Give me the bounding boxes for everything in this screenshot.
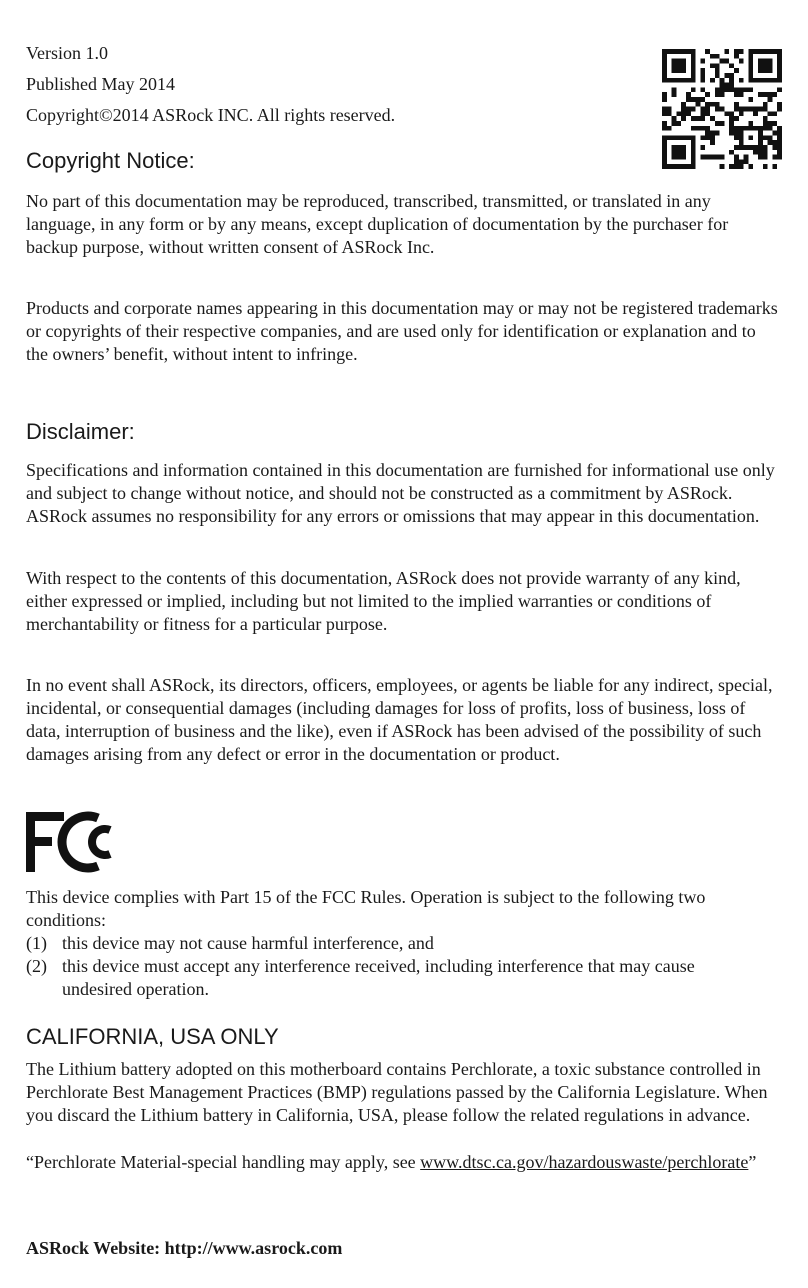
qr-module — [715, 131, 720, 136]
list-item — [26, 932, 782, 955]
qr-module — [720, 78, 725, 83]
qr-module — [739, 49, 744, 54]
qr-module — [715, 63, 720, 68]
qr-module — [739, 92, 744, 97]
perchlorate-quote-prefix: “Perchlorate Material-special handling may apply, see — [26, 1152, 421, 1172]
fcc-logo-icon — [26, 810, 116, 874]
qr-module — [720, 83, 725, 88]
qr-module — [672, 92, 677, 97]
qr-module — [700, 59, 705, 64]
qr-module — [681, 111, 686, 116]
qr-module — [681, 107, 686, 112]
qr-module — [700, 97, 705, 102]
qr-module — [696, 102, 701, 107]
qr-module — [763, 92, 768, 97]
qr-module — [739, 87, 744, 92]
asrock-website: ASRock Website: http://www.asrock.com — [26, 1238, 343, 1258]
qr-module — [753, 107, 758, 112]
qr-module — [758, 107, 763, 112]
qr-module — [739, 107, 744, 112]
qr-module — [729, 63, 734, 68]
qr-module — [729, 121, 734, 126]
qr-module — [720, 87, 725, 92]
copyright-notice-para-2: Products and corporate names appearing in this documentation may or may not be registered trademarks or copyrights of their respective companies, and are used only for identification or explanation and to the owners’ benefit, without intent to infringe. — [26, 298, 778, 364]
qr-module — [744, 107, 749, 112]
qr-module — [696, 116, 701, 121]
qr-module — [729, 111, 734, 116]
qr-module — [758, 92, 763, 97]
copyright-notice-heading: Copyright Notice: — [26, 148, 195, 173]
qr-module — [667, 126, 672, 131]
qr-module — [763, 126, 768, 131]
qr-module — [768, 121, 773, 126]
qr-module — [734, 131, 739, 136]
qr-module — [710, 135, 715, 140]
qr-module — [700, 135, 705, 140]
qr-module — [777, 107, 782, 112]
qr-module — [696, 126, 701, 131]
qr-module — [696, 97, 701, 102]
qr-module — [734, 107, 739, 112]
perchlorate-link[interactable]: www.dtsc.ca.gov/hazardouswaste/perchlorate — [420, 1152, 749, 1172]
qr-module — [662, 107, 667, 112]
list-number: (2) — [26, 956, 47, 976]
qr-module — [720, 121, 725, 126]
qr-module — [662, 92, 667, 97]
qr-module — [729, 116, 734, 121]
qr-module — [700, 126, 705, 131]
qr-module — [729, 131, 734, 136]
qr-module — [734, 49, 739, 54]
qr-module — [672, 116, 677, 121]
disclaimer-para-2: With respect to the contents of this documentation, ASRock does not provide warranty of any kind, either expressed or implied, including but not limited to the implied warranties or conditions of merchantability or fitness for a particular purpose. — [26, 568, 741, 634]
qr-module — [734, 126, 739, 131]
qr-module — [729, 78, 734, 83]
list-item — [26, 955, 782, 1001]
qr-module — [672, 121, 677, 126]
qr-module — [715, 107, 720, 112]
qr-module — [662, 121, 667, 126]
qr-module — [768, 135, 773, 140]
qr-module — [705, 102, 710, 107]
qr-module — [777, 140, 782, 145]
qr-module — [686, 97, 691, 102]
qr-module — [700, 116, 705, 121]
qr-module — [772, 131, 777, 136]
qr-module — [710, 116, 715, 121]
qr-module — [748, 97, 753, 102]
qr-module — [710, 102, 715, 107]
qr-module — [724, 87, 729, 92]
qr-module — [720, 107, 725, 112]
qr-module — [681, 116, 686, 121]
qr-module — [734, 116, 739, 121]
qr-module — [676, 111, 681, 116]
qr-module — [691, 126, 696, 131]
qr-module — [768, 140, 773, 145]
qr-module — [662, 97, 667, 102]
qr-module — [715, 73, 720, 78]
qr-module — [700, 107, 705, 112]
qr-module — [715, 102, 720, 107]
qr-module — [763, 121, 768, 126]
qr-module — [734, 68, 739, 73]
qr-module — [744, 87, 749, 92]
qr-module — [763, 102, 768, 107]
qr-module — [729, 87, 734, 92]
qr-module — [715, 87, 720, 92]
qr-module — [724, 83, 729, 88]
qr-module — [768, 97, 773, 102]
qr-module — [777, 131, 782, 136]
qr-module — [724, 59, 729, 64]
qr-module — [724, 49, 729, 54]
list-text: this device may not cause harmful interference, and — [62, 933, 434, 953]
copyright-notice-para-1: No part of this documentation may be reproduced, transcribed, transmitted, or translated in any language, in any form or by any means, except duplication of documentation by the purchaser for backup purpose, without written consent of ASRock Inc. — [26, 191, 729, 257]
qr-module — [772, 92, 777, 97]
qr-module — [772, 140, 777, 145]
qr-module — [724, 73, 729, 78]
california-heading: CALIFORNIA, USA ONLY — [26, 1024, 279, 1049]
qr-module — [720, 59, 725, 64]
qr-module — [748, 87, 753, 92]
qr-module — [734, 102, 739, 107]
qr-module — [705, 92, 710, 97]
qr-module — [715, 68, 720, 73]
qr-module — [748, 107, 753, 112]
list-text: this device must accept any interference received, including interference that may cause undesired operation. — [62, 956, 695, 999]
qr-module — [667, 107, 672, 112]
qr-module — [768, 111, 773, 116]
qr-module — [691, 97, 696, 102]
qr-module — [739, 78, 744, 83]
qr-module — [734, 54, 739, 59]
perchlorate-note — [26, 1151, 782, 1174]
qr-module — [720, 92, 725, 97]
qr-module — [777, 102, 782, 107]
qr-module — [734, 92, 739, 97]
qr-module — [691, 87, 696, 92]
qr-module — [772, 111, 777, 116]
qr-module — [705, 111, 710, 116]
qr-module — [724, 111, 729, 116]
qr-module — [700, 73, 705, 78]
qr-module — [768, 92, 773, 97]
qr-module — [681, 102, 686, 107]
qr-module — [705, 135, 710, 140]
qr-module — [705, 131, 710, 136]
qr-module — [700, 87, 705, 92]
qr-module — [686, 107, 691, 112]
qr-module — [739, 111, 744, 116]
qr-module — [686, 92, 691, 97]
qr-module — [686, 111, 691, 116]
qr-module — [710, 54, 715, 59]
qr-module — [710, 63, 715, 68]
qr-module — [763, 135, 768, 140]
qr-module — [700, 78, 705, 83]
copyright-text: Copyright©2014 ASRock INC. All rights reserved. — [26, 105, 396, 125]
qr-module — [691, 107, 696, 112]
qr-module — [662, 111, 667, 116]
qr-module — [729, 83, 734, 88]
qr-module — [772, 121, 777, 126]
published-text: Published May 2014 — [26, 74, 176, 94]
qr-module — [729, 126, 734, 131]
qr-module — [676, 121, 681, 126]
qr-module — [748, 121, 753, 126]
qr-module — [763, 107, 768, 112]
fcc-conditions-list — [26, 932, 782, 1001]
qr-module — [705, 126, 710, 131]
california-para: The Lithium battery adopted on this motherboard contains Perchlorate, a toxic substance controlled in Perchlorate Best Management Practices (BMP) regulations passed by the California Legislature. When you discard the Lithium battery in California, USA, please follow the related regulations in advance. — [26, 1059, 768, 1125]
qr-module — [715, 54, 720, 59]
qr-module — [734, 135, 739, 140]
qr-module — [672, 87, 677, 92]
qr-module — [710, 131, 715, 136]
qr-module — [777, 87, 782, 92]
qr-module — [777, 135, 782, 140]
qr-module — [662, 126, 667, 131]
qr-module — [763, 116, 768, 121]
qr-module — [710, 140, 715, 145]
qr-module — [700, 111, 705, 116]
disclaimer-para-1: Specifications and information contained in this documentation are furnished for informational use only and subject to change without notice, and should not be constructed as a commitment by ASRock. ASRock assumes no responsibility for any errors or omissions that may appear in this documentation. — [26, 460, 775, 526]
qr-module — [753, 111, 758, 116]
qr-module — [667, 111, 672, 116]
qr-module — [710, 78, 715, 83]
qr-module — [768, 126, 773, 131]
version-text: Version 1.0 — [26, 43, 108, 63]
qr-module — [715, 92, 720, 97]
qr-module — [700, 68, 705, 73]
qr-module — [777, 126, 782, 131]
qr-module — [691, 116, 696, 121]
qr-module — [705, 107, 710, 112]
fcc-intro: This device complies with Part 15 of the FCC Rules. Operation is subject to the following two conditions: — [26, 887, 706, 930]
disclaimer-para-3: In no event shall ASRock, its directors, officers, employees, or agents be liable for any indirect, special, incidental, or consequential damages (including damages for loss of profits, loss of business, loss of data, interruption of business and the like), even if ASRock has been advised of the possibility of such damages arising from any defect or error in the documentation or product. — [26, 675, 773, 764]
qr-module — [715, 121, 720, 126]
qr-module — [739, 59, 744, 64]
qr-module — [729, 73, 734, 78]
qr-module — [705, 49, 710, 54]
disclaimer-heading: Disclaimer: — [26, 419, 135, 444]
qr-module — [734, 87, 739, 92]
list-number: (1) — [26, 933, 47, 953]
perchlorate-quote-suffix: ” — [748, 1152, 757, 1172]
